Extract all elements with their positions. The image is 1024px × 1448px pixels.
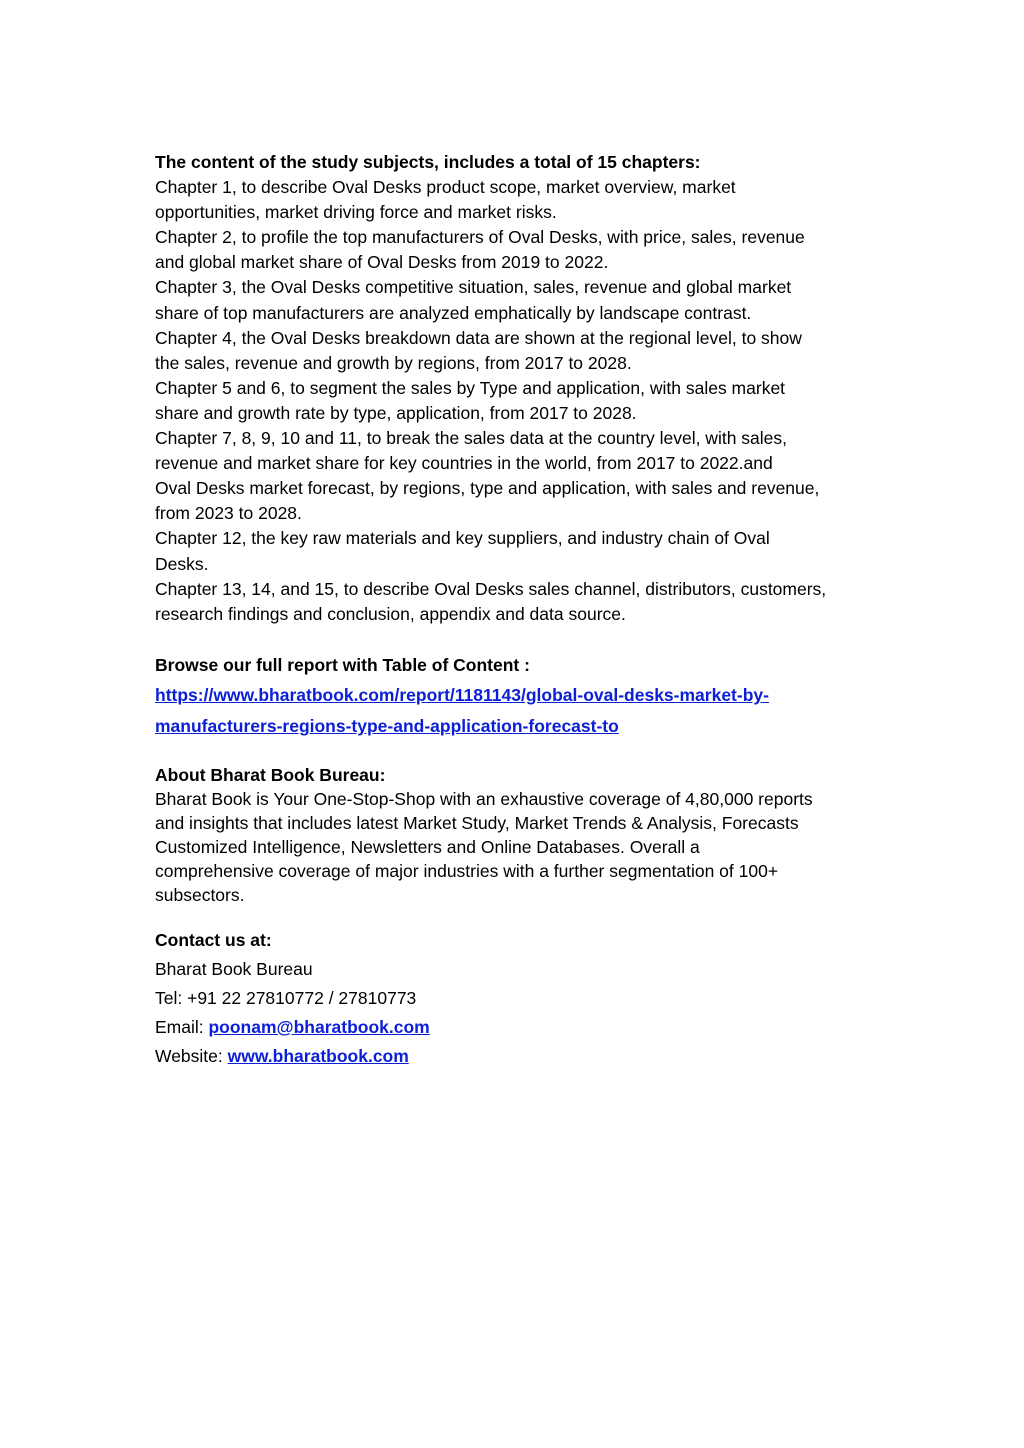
- company-name: Bharat Book Bureau: [155, 958, 313, 979]
- study-line: share of top manufacturers are analyzed emphatically by landscape contrast.: [155, 302, 752, 323]
- report-url-line-2[interactable]: manufacturers-regions-type-and-application-forecast-to: [155, 716, 619, 737]
- about-line: subsectors.: [155, 884, 245, 905]
- study-line: and global market share of Oval Desks from 2019 to 2022.: [155, 252, 609, 273]
- telephone: Tel: +91 22 27810772 / 27810773: [155, 987, 417, 1008]
- email-row: [155, 1013, 885, 1042]
- about-line: comprehensive coverage of major industries with a further segmentation of 100+: [155, 860, 779, 881]
- study-line: revenue and market share for key countries in the world, from 2017 to 2022.and: [155, 453, 773, 474]
- study-line: share and growth rate by type, application, from 2017 to 2028.: [155, 402, 637, 423]
- study-line: Chapter 3, the Oval Desks competitive situation, sales, revenue and global market: [155, 277, 792, 298]
- study-line: Chapter 7, 8, 9, 10 and 11, to break the sales data at the country level, with sales,: [155, 428, 787, 449]
- email-label: Email:: [155, 1016, 209, 1037]
- study-line: opportunities, market driving force and market risks.: [155, 202, 557, 223]
- website-row: [155, 1042, 885, 1071]
- report-url-link-continued[interactable]: [155, 712, 885, 741]
- website-label: Website:: [155, 1045, 228, 1066]
- study-line: Oval Desks market forecast, by regions, type and application, with sales and revenue,: [155, 478, 820, 499]
- about-line: and insights that includes latest Market Study, Market Trends & Analysis, Forecasts: [155, 812, 799, 833]
- study-line: Chapter 2, to profile the top manufacturers of Oval Desks, with price, sales, revenue: [155, 227, 805, 248]
- report-url-line-1[interactable]: https://www.bharatbook.com/report/1181143/global-oval-desks-market-by-: [155, 684, 769, 705]
- study-line: from 2023 to 2028.: [155, 503, 302, 524]
- study-line: Chapter 13, 14, and 15, to describe Oval Desks sales channel, distributors, customers,: [155, 578, 827, 599]
- report-url-link[interactable]: [155, 681, 885, 710]
- browse-section: [155, 653, 885, 741]
- website-link[interactable]: www.bharatbook.com: [227, 1045, 409, 1066]
- document-page: [155, 150, 885, 1071]
- contact-heading: Contact us at:: [155, 929, 272, 950]
- study-heading: The content of the study subjects, includes a total of 15 chapters:: [155, 152, 701, 172]
- study-line: Chapter 4, the Oval Desks breakdown data are shown at the regional level, to show: [155, 327, 802, 348]
- about-section: [155, 763, 885, 907]
- study-line: Desks.: [155, 553, 209, 574]
- study-section: [155, 150, 885, 627]
- study-line: the sales, revenue and growth by regions, from 2017 to 2028.: [155, 352, 632, 373]
- about-line: Bharat Book is Your One-Stop-Shop with an exhaustive coverage of 4,80,000 reports: [155, 788, 813, 809]
- study-line: Chapter 1, to describe Oval Desks product scope, market overview, market: [155, 177, 736, 198]
- email-link[interactable]: poonam@bharatbook.com: [208, 1016, 430, 1037]
- contact-section: [155, 926, 885, 1071]
- about-line: Customized Intelligence, Newsletters and Online Databases. Overall a: [155, 836, 700, 857]
- study-line: Chapter 12, the key raw materials and key suppliers, and industry chain of Oval: [155, 528, 770, 549]
- about-heading: About Bharat Book Bureau:: [155, 764, 386, 785]
- study-line: Chapter 5 and 6, to segment the sales by Type and application, with sales market: [155, 377, 786, 398]
- study-line: research findings and conclusion, appendix and data source.: [155, 603, 626, 624]
- browse-heading: Browse our full report with Table of Content :: [155, 654, 530, 675]
